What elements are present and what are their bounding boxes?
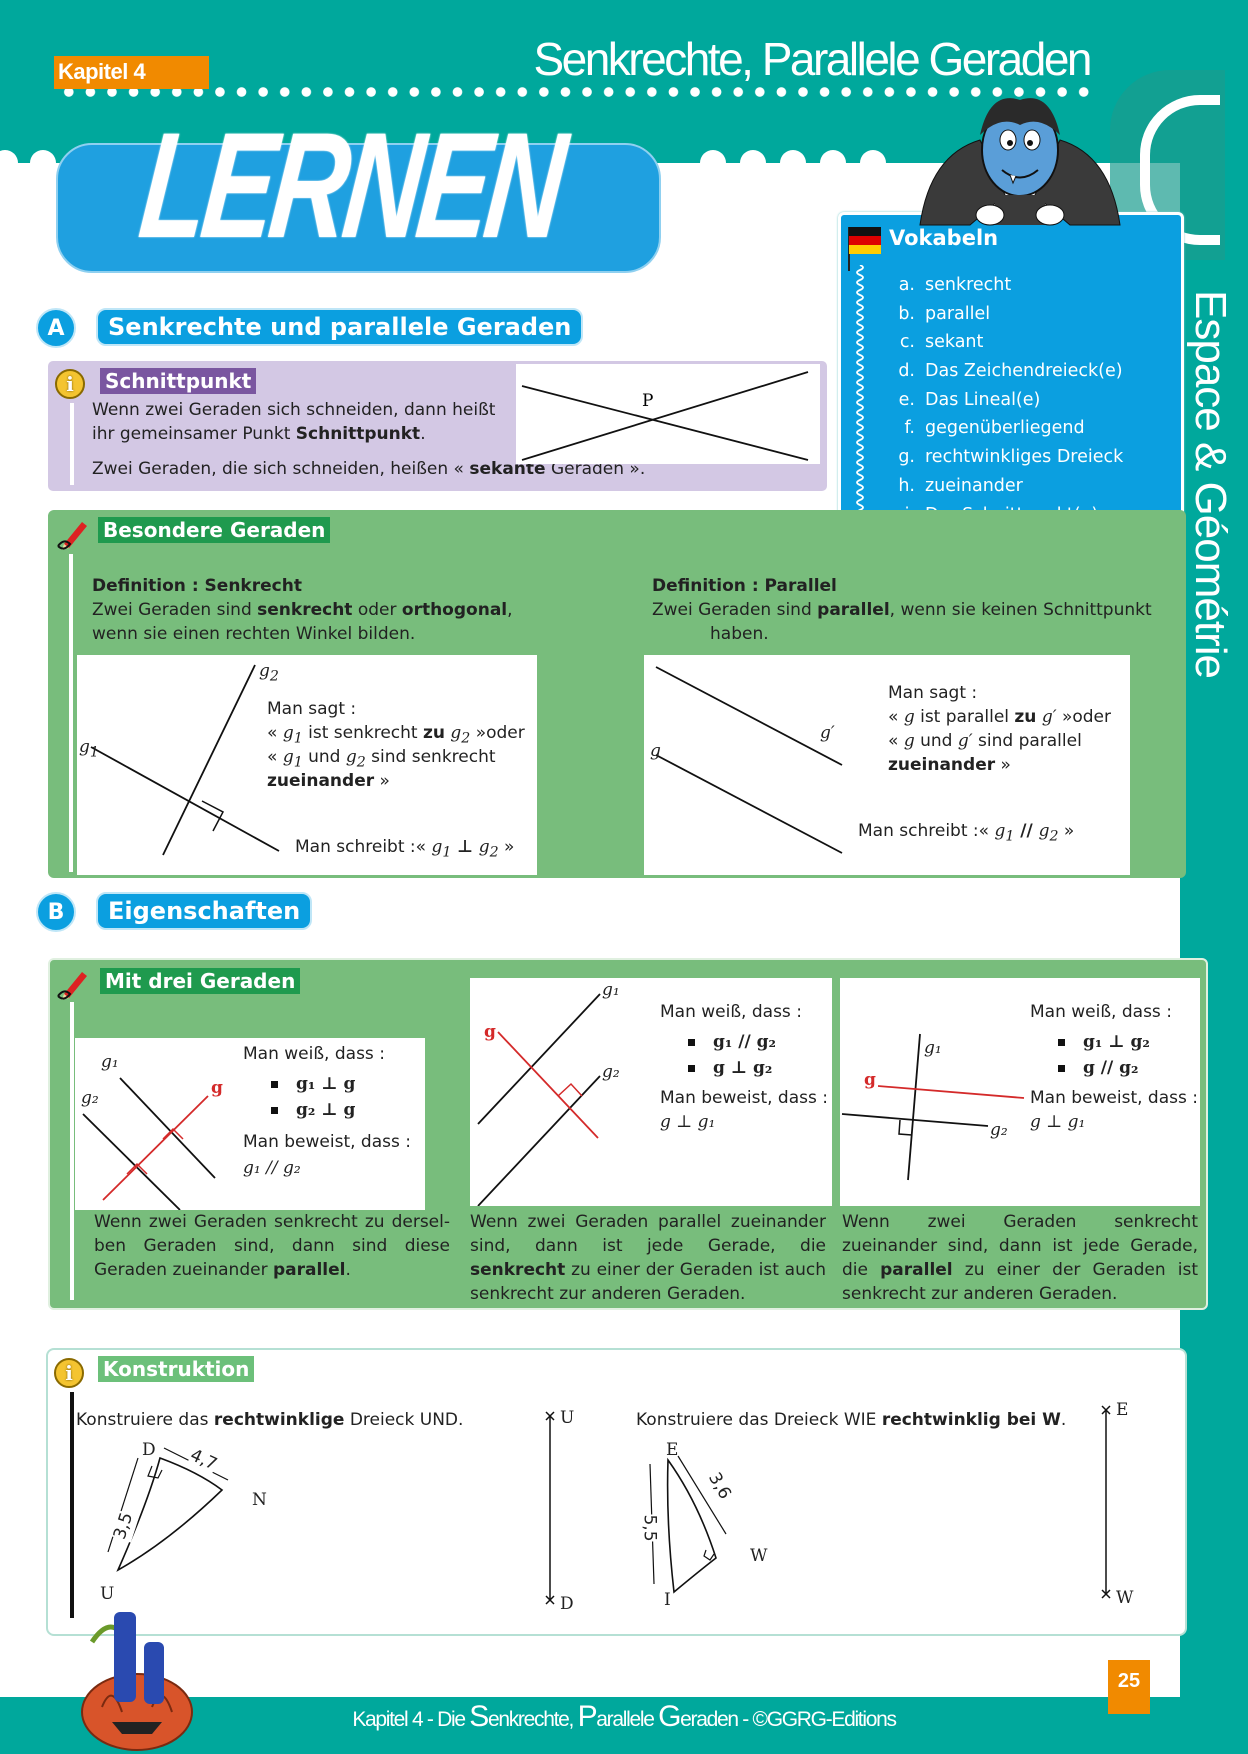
vocab-word: gegenüberliegend bbox=[925, 418, 1085, 439]
g2-label: g₂ bbox=[990, 1120, 1008, 1140]
g2-label: $g_2$ bbox=[259, 661, 279, 685]
line-g1 bbox=[908, 1034, 920, 1180]
g-label: g bbox=[864, 1070, 876, 1090]
known-title: Man weiß, dass : bbox=[243, 1044, 385, 1064]
line-g1 bbox=[120, 1078, 215, 1178]
senkrecht-def-2: wenn sie einen rechten Winkel bilden. bbox=[92, 624, 416, 644]
box-side-bar bbox=[70, 1392, 74, 1618]
vocab-item bbox=[889, 275, 1123, 304]
pencil-icon bbox=[54, 516, 90, 552]
vocab-item bbox=[889, 418, 1123, 447]
known-title: Man weiß, dass : bbox=[660, 1002, 802, 1022]
parallel-statement-1: « g ist parallel zu g′ »oder bbox=[888, 707, 1112, 727]
vocab-item bbox=[889, 447, 1123, 476]
length-dn: 4,7 bbox=[187, 1445, 221, 1475]
segment-label-u: U bbox=[560, 1408, 575, 1428]
line-g bbox=[498, 1032, 598, 1138]
case-3-figure-panel bbox=[840, 978, 1200, 1206]
segment-label-w: W bbox=[1116, 1588, 1134, 1608]
box-side-bar bbox=[69, 554, 73, 872]
man-sagt: Man sagt : bbox=[267, 699, 357, 719]
parallel-statement-3: zueinander » bbox=[888, 755, 1011, 775]
schnittpunkt-text-3: Zwei Geraden, die sich schneiden, heißen « sekante Geraden ». bbox=[92, 459, 646, 479]
case-1-figure-panel bbox=[75, 1038, 425, 1210]
vocab-title: Vokabeln bbox=[889, 226, 999, 250]
intersecting-lines-figure bbox=[516, 364, 820, 464]
case-2-description: Wenn zwei Geraden parallel zueinander sind, dann ist jede Gerade, die senkrecht zu einer der Geraden ist auch senkrecht zur anderen Geraden. bbox=[470, 1212, 826, 1304]
senkrecht-statement-1: « $g_1$ ist senkrecht zu $g_2$ »oder bbox=[267, 723, 525, 747]
g-prime-label: g′ bbox=[820, 723, 835, 743]
line-2 bbox=[522, 372, 808, 460]
senkrecht-notation: Man schreibt :« $g_1$ ⊥ $g_2$ » bbox=[295, 837, 515, 861]
segment-ud bbox=[544, 1410, 556, 1606]
parallel-notation: Man schreibt :« $g_1 // g_2$ » bbox=[858, 821, 1075, 845]
mit-drei-geraden-box bbox=[48, 958, 1208, 1310]
line-g1 bbox=[478, 994, 600, 1124]
konstruktion-box bbox=[46, 1348, 1187, 1636]
right-angle-mark bbox=[899, 1120, 912, 1135]
right-angle-mark bbox=[202, 801, 223, 831]
pencil-icon bbox=[54, 966, 90, 1002]
senkrecht-def-1: Zwei Geraden sind senkrecht oder orthogonal, bbox=[92, 600, 513, 620]
vocab-item bbox=[889, 390, 1123, 419]
point-p-label: P bbox=[642, 391, 654, 411]
parallel-def-1: Zwei Geraden sind parallel, wenn sie keinen Schnittpunkt bbox=[652, 600, 1152, 620]
senkrecht-statement-2: « $g_1$ und $g_2$ sind senkrecht bbox=[267, 747, 496, 771]
vocab-word: senkrecht bbox=[925, 275, 1012, 295]
length-ei: 5,5 bbox=[639, 1514, 660, 1542]
length-ew: 3,6 bbox=[704, 1469, 735, 1503]
line-g-prime bbox=[656, 667, 842, 765]
g2-label: g₂ bbox=[81, 1088, 99, 1108]
schnittpunkt-box bbox=[48, 361, 827, 491]
proof-statement: g₁ // g₂ bbox=[243, 1158, 301, 1178]
line-g bbox=[103, 1096, 208, 1200]
vertex-d: D bbox=[142, 1440, 156, 1460]
vertex-e: E bbox=[666, 1440, 679, 1460]
known-fact: g ⊥ g₂ bbox=[688, 1056, 772, 1080]
vertex-u: U bbox=[100, 1584, 115, 1604]
vocab-item bbox=[889, 332, 1123, 361]
man-sagt: Man sagt : bbox=[888, 683, 978, 703]
chapter-badge: Kapitel 4 bbox=[54, 56, 209, 89]
proof-title: Man beweist, dass : bbox=[243, 1132, 411, 1152]
info-icon: i bbox=[54, 1358, 84, 1388]
section-a-marker: A bbox=[36, 308, 76, 348]
case-3-description: Wenn zwei Geraden senkrecht zueinander sind, dann ist jede Gerade, die parallel zu einer der Geraden ist senkrecht zur anderen Geraden. bbox=[842, 1212, 1198, 1304]
vocab-letter: h. bbox=[898, 475, 915, 496]
vocab-word: Das Lineal(e) bbox=[925, 389, 1041, 410]
known-fact: g₁ ⊥ g bbox=[271, 1072, 355, 1096]
german-flag-icon bbox=[849, 227, 881, 255]
proof-title: Man beweist, dass : bbox=[1030, 1088, 1198, 1108]
proof-title: Man beweist, dass : bbox=[660, 1088, 828, 1108]
right-angle-mark bbox=[704, 1550, 714, 1560]
line-g2 bbox=[842, 1114, 988, 1126]
section-b-marker: B bbox=[36, 892, 76, 932]
g1-label: $g_1$ bbox=[79, 737, 99, 761]
senkrecht-heading: Definition : Senkrecht bbox=[92, 576, 302, 596]
vocab-letter: f. bbox=[904, 418, 915, 439]
length-ud: 3,5 bbox=[109, 1510, 138, 1542]
section-a-title: Senkrechte und parallele Geraden bbox=[96, 308, 583, 346]
known-fact: g // g₂ bbox=[1058, 1056, 1138, 1080]
vertex-n: N bbox=[252, 1490, 267, 1510]
parallel-heading: Definition : Parallel bbox=[652, 576, 837, 596]
line-g2 bbox=[163, 665, 255, 855]
senkrecht-statement-3: zueinander » bbox=[267, 771, 390, 791]
known-fact: g₂ ⊥ g bbox=[271, 1098, 355, 1122]
footer-text: Kapitel 4 - Die Senkrechte, Parallele Geraden - ©GGRG-Editions bbox=[352, 1700, 896, 1733]
proof-statement: g ⊥ g₁ bbox=[660, 1112, 716, 1132]
task-1-instruction: Konstruiere das rechtwinklige Dreieck UND. bbox=[76, 1410, 464, 1430]
vocab-word: zueinander bbox=[925, 475, 1023, 496]
senkrecht-figure-panel bbox=[77, 655, 537, 875]
segment-label-d: D bbox=[560, 1594, 574, 1614]
vocab-letter: e. bbox=[898, 389, 915, 410]
vocab-box bbox=[838, 212, 1184, 539]
g-label: g bbox=[650, 741, 661, 761]
vocab-list bbox=[889, 275, 1123, 533]
vampire-mascot-illustration bbox=[910, 95, 1130, 230]
wavy-line-decoration bbox=[853, 265, 867, 530]
vocab-letter: c. bbox=[899, 332, 915, 353]
proof-statement: g ⊥ g₁ bbox=[1030, 1112, 1086, 1132]
parallel-def-2: haben. bbox=[710, 624, 769, 644]
vertex-w: W bbox=[750, 1546, 768, 1566]
g1-label: g₁ bbox=[602, 980, 620, 1000]
right-angle-mark bbox=[558, 1084, 582, 1096]
vocab-word: sekant bbox=[925, 332, 984, 353]
line-g bbox=[656, 755, 842, 853]
known-title: Man weiß, dass : bbox=[1030, 1002, 1172, 1022]
g-label: g bbox=[484, 1022, 496, 1042]
g1-label: g₁ bbox=[924, 1038, 942, 1058]
parallel-figure-panel bbox=[644, 655, 1130, 875]
g-label: g bbox=[211, 1078, 223, 1098]
besondere-geraden-label: Besondere Geraden bbox=[98, 517, 330, 543]
line-1 bbox=[522, 386, 808, 460]
konstruktion-label: Konstruktion bbox=[98, 1356, 254, 1382]
vocab-letter: d. bbox=[898, 361, 915, 382]
vocab-letter: g. bbox=[898, 447, 915, 468]
vocab-word: parallel bbox=[925, 303, 991, 324]
vocab-item bbox=[889, 361, 1123, 390]
line-g1 bbox=[91, 747, 279, 851]
case-1-description: Wenn zwei Geraden senkrecht zu dersel-ben Geraden sind, dann sind diese Geraden zueinander parallel. bbox=[94, 1212, 450, 1280]
segment-label-e: E bbox=[1116, 1400, 1129, 1420]
box-side-bar bbox=[70, 1002, 74, 1300]
vocab-item bbox=[889, 304, 1123, 333]
box-side-bar bbox=[70, 403, 74, 485]
side-band bbox=[1180, 0, 1248, 1754]
line-g2 bbox=[83, 1114, 180, 1210]
g1-label: g₁ bbox=[101, 1052, 119, 1072]
vertex-i: I bbox=[664, 1590, 671, 1610]
section-b-title: Eigenschaften bbox=[96, 892, 312, 930]
lernen-banner-text: LERNEN bbox=[133, 101, 570, 269]
schnittpunkt-text-1: Wenn zwei Geraden sich schneiden, dann heißt bbox=[92, 400, 496, 420]
vocab-word: Das Zeichendreieck(e) bbox=[925, 361, 1123, 382]
page-number: 25 bbox=[1108, 1660, 1150, 1714]
line-g bbox=[878, 1086, 1024, 1098]
schnittpunkt-text-2: ihr gemeinsamer Punkt Schnittpunkt. bbox=[92, 424, 426, 444]
task-2-instruction: Konstruiere das Dreieck WIE rechtwinklig bei W. bbox=[636, 1410, 1067, 1430]
segment-ew bbox=[1100, 1404, 1112, 1600]
vocab-letter: a. bbox=[898, 275, 915, 295]
besondere-geraden-box bbox=[48, 510, 1186, 878]
vocab-letter: b. bbox=[898, 303, 915, 324]
vocab-word: rechtwinkliges Dreieck bbox=[925, 447, 1124, 468]
vocab-item bbox=[889, 476, 1123, 505]
known-fact: g₁ ⊥ g₂ bbox=[1058, 1030, 1150, 1054]
mit-drei-geraden-label: Mit drei Geraden bbox=[100, 968, 300, 994]
info-icon: i bbox=[55, 369, 85, 399]
schnittpunkt-label: Schnittpunkt bbox=[100, 368, 256, 394]
parallel-statement-2: « g und g′ sind parallel bbox=[888, 731, 1082, 751]
side-tab-label: Espace & Géométrie bbox=[1186, 290, 1235, 678]
known-fact: g₁ // g₂ bbox=[688, 1030, 776, 1054]
page-title: Senkrechte, Parallele Geraden bbox=[533, 33, 1090, 85]
case-2-figure-panel bbox=[470, 978, 832, 1206]
g2-label: g₂ bbox=[602, 1062, 620, 1082]
